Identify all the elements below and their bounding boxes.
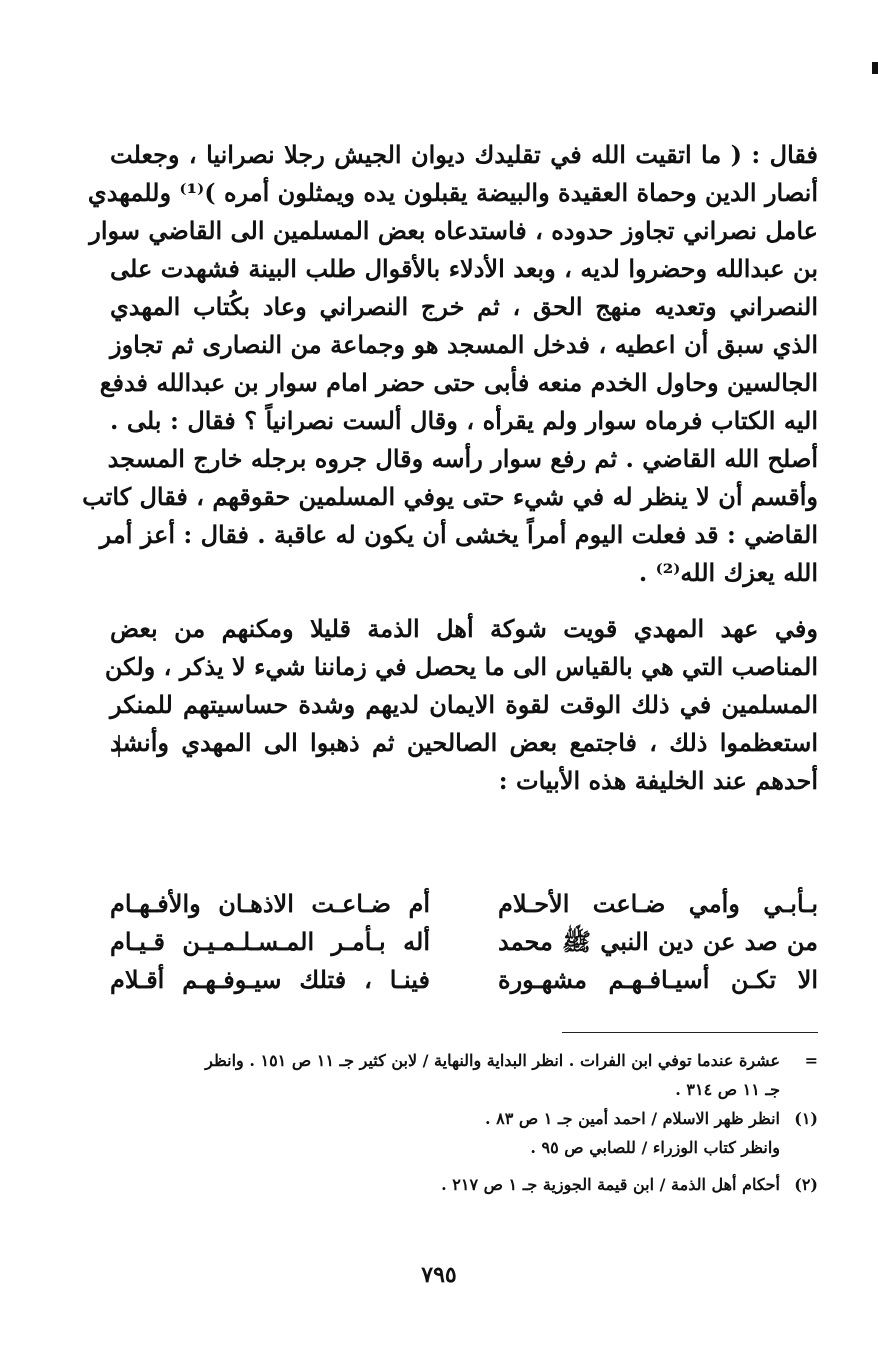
- footnote-1-line-2: [110, 1133, 818, 1162]
- footnote-divider: [562, 1032, 818, 1033]
- footnote-text: انظر ظهر الاسلام / احمد أمين جـ ١ ص ٨٣ .: [484, 1109, 780, 1128]
- footnote-text: عشرة عندما توفي ابن الفرات . انظر البداية والنهاية / لابن كثير جـ ١١ ص ١٥١ . وانظر: [205, 1051, 780, 1070]
- footnote-number: (١): [794, 1109, 818, 1128]
- verse-first-hemistich: الا تكـن أسيـافـهـم مشهـورة: [498, 965, 818, 994]
- text-line: بن عبدالله وحضروا لديه ، وبعد الأدلاء بالأقوال طلب البينة فشهدت على: [110, 254, 818, 283]
- text-line: المناصب التي هي بالقياس الى ما يحصل في زماننا شيء لا يذكر ، ولكن: [104, 652, 818, 681]
- text-line: القاضي : قد فعلت اليوم أمراً يخشى أن يكون له عاقبة . فقال : أعز أمر: [99, 520, 818, 549]
- poem-verse: [110, 885, 818, 923]
- scan-edge-mark: [872, 62, 878, 74]
- footnote-continued: [110, 1046, 818, 1075]
- footnote-text: وانظر كتاب الوزراء / للصابي ص ٩٥ .: [530, 1138, 780, 1157]
- paragraph-1: [82, 136, 818, 592]
- text-line: الذي سبق أن اعطيه ، فدخل المسجد هو وجماعة من النصارى ثم تجاوز: [110, 330, 818, 359]
- text-line: اليه الكتاب فرماه سوار ولم يقرأه ، وقال ألست نصرانياً ؟ فقال : بلى .: [110, 406, 818, 435]
- text-line: أنصار الدين وحماة العقيدة والبيضة يقبلون يده ويمثلون أمره )⁽¹⁾ وللمهدي: [87, 178, 818, 207]
- footnote-continuation-mark: =: [804, 1051, 818, 1070]
- text-line: أحدهم عند الخليفة هذه الأبيات :: [498, 766, 818, 795]
- verse-first-hemistich: من صد عن دين النبي ﷺ محمد: [498, 927, 818, 956]
- text-line: استعظموا ذلك ، فاجتمع بعض الصالحين ثم ذهبوا الى المهدي وأنشد: [110, 728, 818, 757]
- text-line: النصراني وتعديه منهج الحق ، ثم خرج النصراني وعاد بكُتاب المهدي: [110, 292, 818, 321]
- text-line: أصلح الله القاضي . ثم رفع سوار رأسه وقال جروه برجله خارج المسجد: [107, 444, 818, 473]
- footnote-text: أحكام أهل الذمة / ابن قيمة الجوزية جـ ١ ص ٢١٧ .: [441, 1175, 780, 1194]
- footnote-1: [110, 1104, 818, 1133]
- text-line: وفي عهد المهدي قويت شوكة أهل الذمة قليلا ومكنهم من بعض: [110, 614, 818, 643]
- poem-verses: [110, 885, 818, 999]
- footnote-2: [110, 1170, 818, 1199]
- footnote-text: جـ ١١ ص ٣١٤ .: [675, 1080, 780, 1099]
- text-line: فقال : ( ما اتقيت الله في تقليدك ديوان الجيش رجلا نصرانيا ، وجعلت: [110, 140, 818, 169]
- text-line: الله يعزك الله⁽²⁾ .: [638, 558, 818, 587]
- paragraph-2: [104, 610, 818, 800]
- footnote-continued-line: [110, 1075, 818, 1104]
- verse-second-hemistich: أم ضـاعـت الاذهـان والأفـهـام: [110, 889, 430, 918]
- main-text: [82, 136, 818, 800]
- footnote-number: (٢): [794, 1175, 818, 1194]
- verse-first-hemistich: بـأبـي وأمي ضـاعت الأحـلام: [498, 889, 818, 918]
- text-line: عامل نصراني تجاوز حدوده ، فاستدعاه بعض المسلمين الى القاضي سوار: [89, 216, 818, 245]
- text-line: الجالسين وحاول الخدم منعه فأبى حتى حضر امام سوار بن عبدالله فدفع: [99, 368, 818, 397]
- page-number: ٧٩٥: [421, 1262, 457, 1288]
- poem-verse: [110, 923, 818, 961]
- text-line: وأقسم أن لا ينظر له في شيء حتى يوفي المسلمين حقوقهم ، فقال كاتب: [82, 482, 818, 511]
- text-line: المسلمين في ذلك الوقت لقوة الايمان لديهم وشدة حساسيتهم للمنكر: [110, 690, 818, 719]
- verse-second-hemistich: فينـا ، فتلك سيـوفـهـم أقـلام: [110, 965, 430, 994]
- footnotes: [110, 1046, 818, 1199]
- poem-verse: [110, 961, 818, 999]
- verse-second-hemistich: أله بـأمـر المـسـلـمـيـن قـيـام: [110, 927, 430, 956]
